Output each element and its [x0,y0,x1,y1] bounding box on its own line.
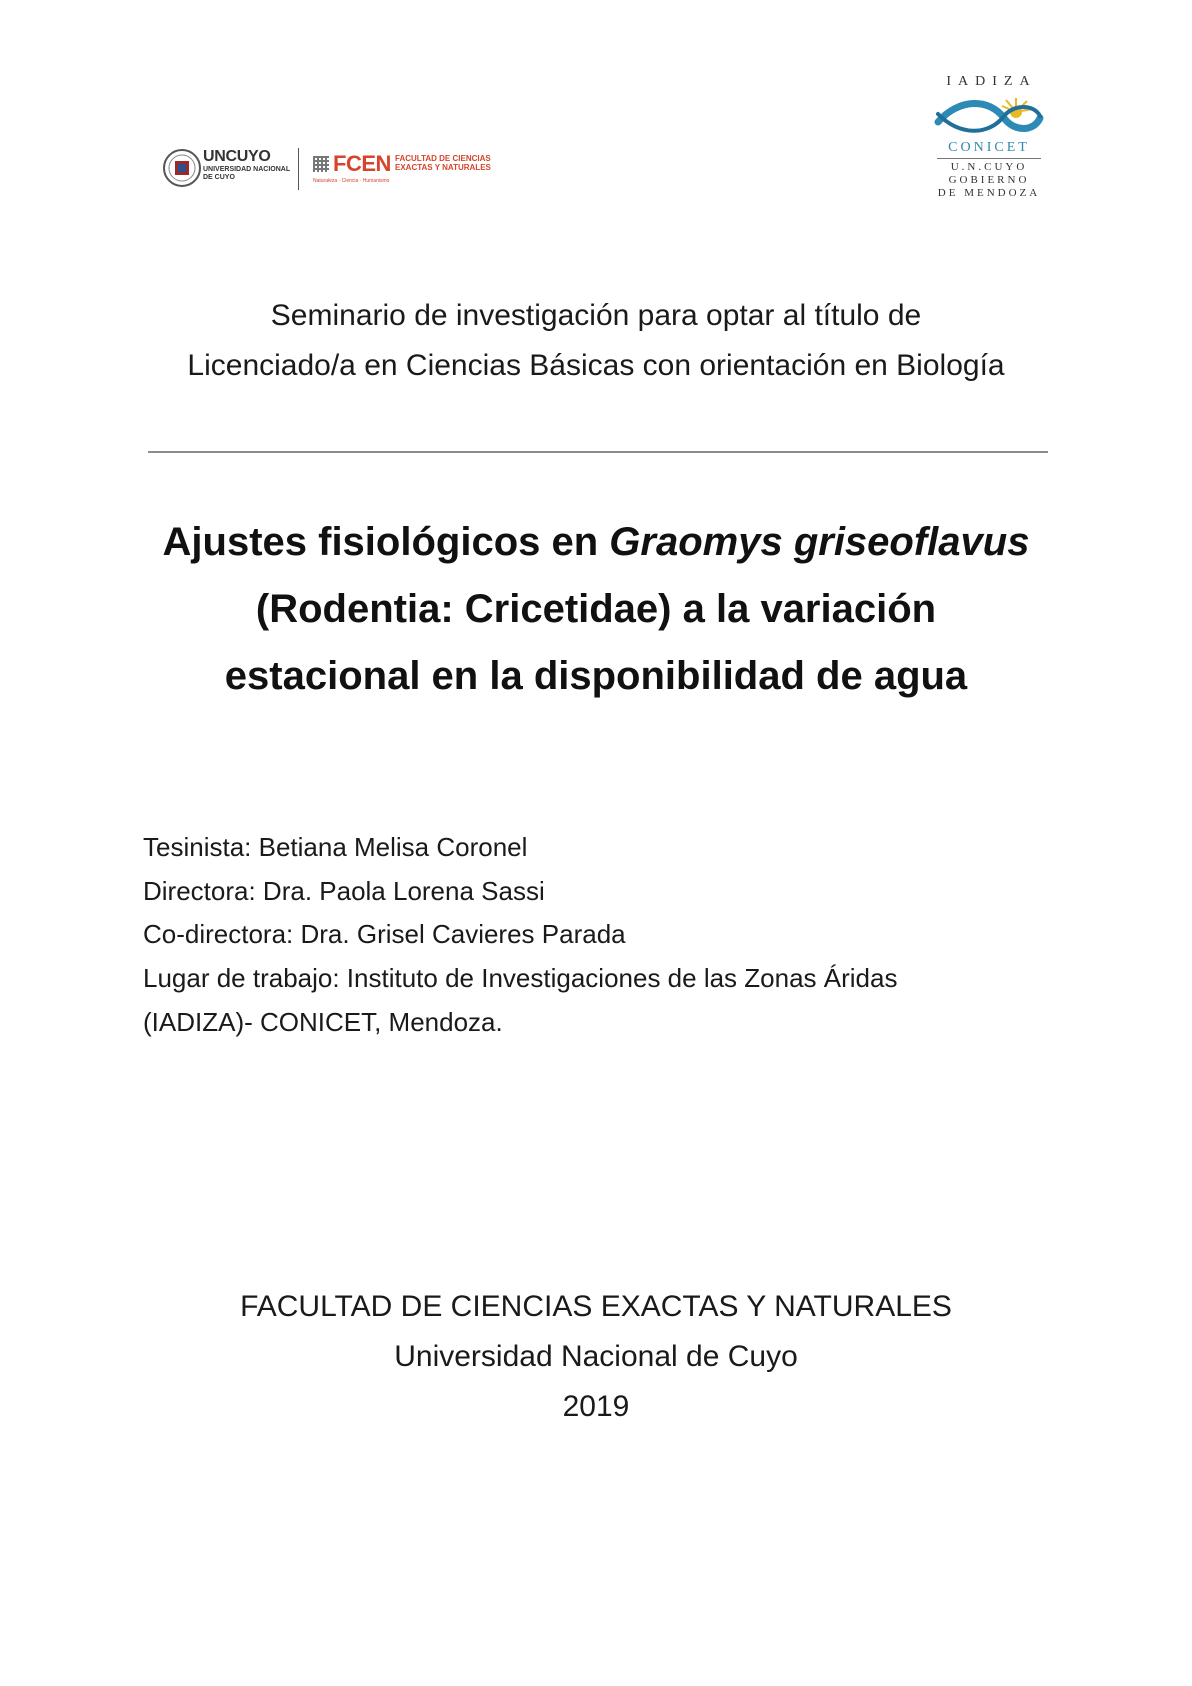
fcen-tagline: Naturaleza · Ciencia · Humanismo [313,178,390,184]
fcen-grid-icon [313,156,329,172]
iadiza-mendoza: DE MENDOZA [937,187,1041,199]
conicet-name: CONICET [948,140,1030,155]
thesis-title-line-3: estacional en la disponibilidad de agua [224,654,968,698]
seminar-line-1: Seminario de investigación para optar al título de [270,299,922,332]
faculty-name: FACULTAD DE CIENCIAS EXACTAS Y NATURALES [240,1290,952,1323]
fcen-full-name: FACULTAD DE CIENCIAS EXACTAS Y NATURALES [395,154,491,172]
iadiza-uncuyo: U.N.CUYO [950,161,1028,173]
uncuyo-subtitle: UNIVERSIDAD NACIONAL DE CUYO [203,166,290,181]
thesis-author: Tesinista: Betiana Melisa Coronel [143,832,528,862]
year: 2019 [562,1390,630,1423]
uncuyo-seal-icon [163,149,201,187]
iadiza-rule [937,158,1041,159]
thesis-title-line-2: (Rodentia: Cricetidae) a la variación [255,587,937,631]
thesis-title-line-1 [0,518,1192,566]
title-prefix: Ajustes fisiológicos en [162,520,610,564]
university-name: Universidad Nacional de Cuyo [394,1340,798,1373]
uncuyo-wordmark [203,148,293,182]
workplace-line-2: (IADIZA)- CONICET, Mendoza. [143,1007,503,1037]
iadiza-conicet-logo [930,74,1048,224]
iadiza-wave-sun-icon [934,92,1044,138]
seminar-line-2: Licenciado/a en Ciencias Básicas con orientación en Biología [187,349,1005,382]
uncuyo-name: UNCUYO [203,148,271,165]
iadiza-gobierno: GOBIERNO [948,174,1030,186]
director: Directora: Dra. Paola Lorena Sassi [143,876,545,906]
iadiza-name: IADIZA [946,74,1037,89]
uncuyo-fcen-logo [163,146,533,196]
workplace-line-1: Lugar de trabajo: Instituto de Investigaciones de las Zonas Áridas [143,963,898,993]
logo-divider [298,148,299,190]
species-name: Graomys griseoflavus [609,520,1030,564]
co-director: Co-directora: Dra. Grisel Cavieres Parada [143,919,626,949]
fcen-acronym: FCEN [333,151,391,176]
separator-line [148,451,1048,453]
